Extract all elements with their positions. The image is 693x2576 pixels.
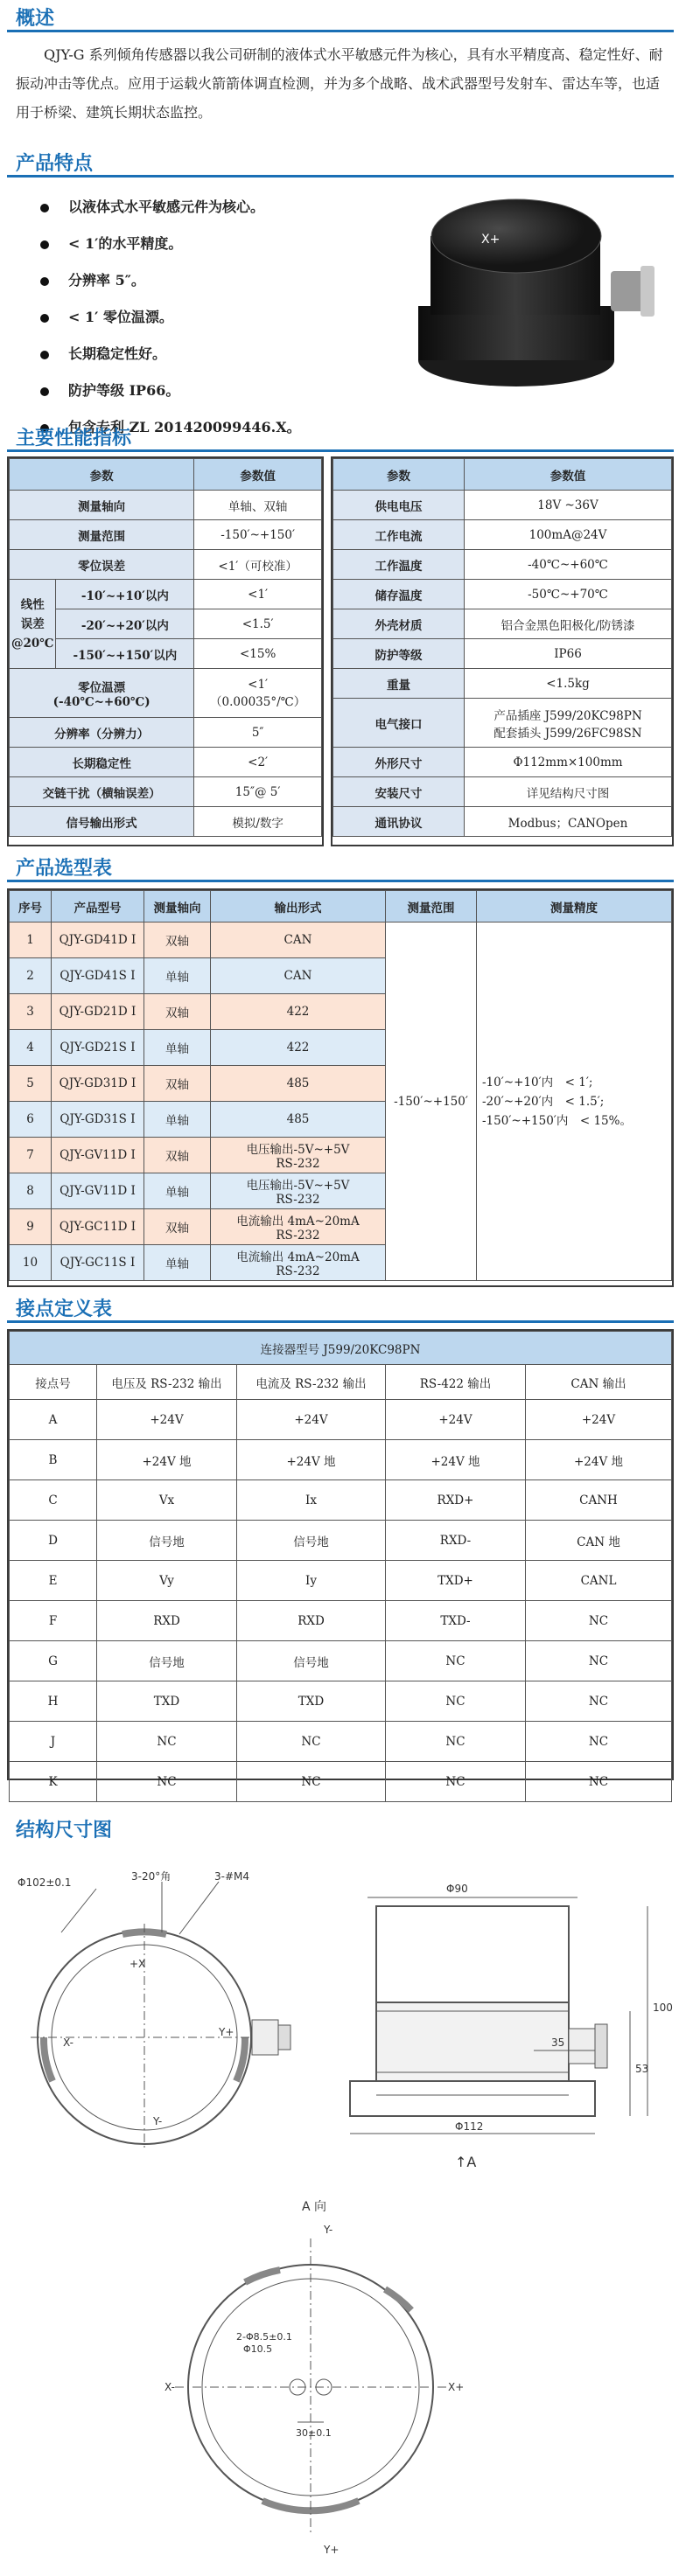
- feature-item: 分辨率 5″。: [40, 262, 390, 299]
- pins-frame: [7, 1329, 674, 1789]
- table-row: K NC NC NC NC: [10, 1762, 672, 1802]
- table-row: 3 QJY-GD21D I 双轴 422: [10, 994, 672, 1030]
- feature-item: 以液体式水平敏感元件为核心。: [40, 189, 390, 226]
- specs-left-table: 参数 参数值 测量轴向 单轴、双轴 测量范围 -150′~+150′ 零位误差 <1′（可校准） 线性 误差 @20℃ -10′~+10′以内 <1′ -20′~+20′以内 <1.5′ -150′~+150′以内 <15% 零位温漂 (-40℃~+60℃) <1′ （0.00035°/℃） 分辨率（分辨力） 5″ 长期稳定性 <2′ 交链干扰（横轴误差） 15″@ 5′ 信号输出形式 模拟/数字: [9, 458, 322, 837]
- table-row: E Vy Iy TXD+ CANL: [10, 1561, 672, 1601]
- bullet-icon: [40, 204, 49, 212]
- structure-drawing: [0, 1862, 693, 2571]
- table-row: 7 QJY-GV11D I 双轴 电压输出-5V~+5V RS-232: [10, 1138, 672, 1173]
- axis-label: Y-: [324, 2224, 333, 2236]
- feature-item: < 1′ 零位温漂。: [40, 299, 390, 336]
- features-list: [40, 189, 390, 446]
- feature-item: 长期稳定性好。: [40, 336, 390, 372]
- overview-title: 概述: [16, 8, 55, 30]
- overview-text: QJY-G 系列倾角传感器以我公司研制的液体式水平敏感元件为核心，具有水平精度高、稳定性好、耐振动冲击等优点。应用于运载火箭箭体调直检测，并为多个战略、战术武器型号发射车、雷达车等，也适用于桥梁、建筑长期状态监控。: [16, 46, 663, 121]
- bullet-icon: [40, 387, 49, 396]
- bullet-icon: [40, 277, 49, 286]
- range-cell: -150′~+150′: [386, 922, 477, 1281]
- table-row: 5 QJY-GD31D I 双轴 485: [10, 1066, 672, 1102]
- view-label: ↑A: [455, 2154, 477, 2170]
- overview-divider: [7, 30, 674, 32]
- table-row: D 信号地 信号地 RXD- CAN 地: [10, 1521, 672, 1561]
- bottom-view: [164, 2200, 464, 2556]
- selection-divider: [7, 880, 674, 882]
- table-row: B +24V 地 +24V 地 +24V 地 +24V 地: [10, 1440, 672, 1480]
- bullet-icon: [40, 240, 49, 249]
- accuracy-cell: -10′~+10′内 < 1′; -20′~+20′内 < 1.5′; -150′~+150′内 < 15%。: [477, 922, 672, 1281]
- axis-label: +X: [130, 1958, 146, 1970]
- pins-divider: [7, 1320, 674, 1323]
- dim-label: 35: [551, 2036, 565, 2049]
- bullet-icon: [40, 314, 49, 323]
- axis-label: Y+: [324, 2544, 340, 2556]
- features-title: 产品特点: [16, 153, 94, 175]
- product-photo: [385, 175, 674, 420]
- specs-right-table: 参数 参数值 供电电压 18V ~36V 工作电流 100mA@24V 工作温度 -40℃~+60℃ 储存温度 -50℃~+70℃ 外壳材质 铝合金黑色阳极化/防锈漆 防护等级 IP66 重量 <1.5kg 电气接口 产品插座 J599/20KC98PN 配套插头 J599/26FC98SN 外形尺寸 Φ112mm×100mm 安装尺寸 详见结构尺寸图 通讯协议 Modbus；CANOpen: [332, 458, 672, 837]
- dim-label: Φ90: [446, 1883, 468, 1895]
- specs-title: 主要性能指标: [16, 428, 132, 449]
- table-row: 1 QJY-GD41D I 双轴 CAN -150′~+150′ -10′~+10′内 < 1′; -20′~+20′内 < 1.5′; -150′~+150′内 < 15%。: [10, 922, 672, 958]
- table-row: 10 QJY-GC11S I 单轴 电流输出 4mA~20mA RS-232: [10, 1245, 672, 1281]
- feature-item: 包含专利 ZL 201420099446.X。: [40, 409, 390, 446]
- table-row: 8 QJY-GV11D I 单轴 电压输出-5V~+5V RS-232: [10, 1173, 672, 1209]
- dim-label: Φ112: [455, 2120, 484, 2133]
- table-row: H TXD TXD NC NC: [10, 1681, 672, 1722]
- table-row: A +24V +24V +24V +24V: [10, 1400, 672, 1440]
- table-row: G 信号地 信号地 NC NC: [10, 1641, 672, 1681]
- feature-item: < 1′的水平精度。: [40, 226, 390, 262]
- specs-right-frame: [331, 456, 674, 846]
- table-row: J NC NC NC NC: [10, 1722, 672, 1762]
- dim-label: Φ10.5: [243, 2343, 273, 2355]
- selection-table: 序号 产品型号 测量轴向 输出形式 测量范围 测量精度 1 QJY-GD41D I 双轴 CAN -150′~+150′ -10′~+10′内 < 1′; -20′~+20′内 < 1.5′; -150′~+150′内 < 15%。 2 QJY-GD41S I 单轴 CAN 3 QJY-GD21D I 双轴 422 4 QJY-GD21S I 单轴 422 5 QJY-GD31D I 双轴 485 6 QJY-GD31S I 单轴 485 7 QJY-GV11D I 双轴 电压输出-5V~+5V RS-232 8 QJY-GV11D I 单轴 电压输出-5V~+5V RS-232 9 QJY-GC11D I 双轴 电流输出 4mA~20mA RS-232 10 QJY-GC11S I 单轴 电流输出 4mA~20mA RS-232: [9, 890, 672, 1281]
- axis-label: X+: [448, 2381, 465, 2393]
- table-row: F RXD RXD TXD- NC: [10, 1601, 672, 1641]
- specs-divider: [7, 449, 674, 452]
- axis-label: X-: [63, 2036, 74, 2049]
- pins-title: 接点定义表: [16, 1298, 113, 1320]
- specs-left-frame: [7, 456, 324, 846]
- table-row: 6 QJY-GD31S I 单轴 485: [10, 1102, 672, 1138]
- side-view: [350, 1883, 673, 2170]
- drawing-title: 结构尺寸图: [16, 1820, 113, 1841]
- bullet-icon: [40, 351, 49, 359]
- product-axis-label: X+: [481, 233, 500, 247]
- dim-label: 3-20°角: [131, 1870, 172, 1883]
- table-row: 9 QJY-GC11D I 双轴 电流输出 4mA~20mA RS-232: [10, 1209, 672, 1245]
- selection-title: 产品选型表: [16, 858, 113, 880]
- connector-model: 连接器型号 J599/20KC98PN: [10, 1332, 672, 1365]
- dim-label: 3-#M4: [214, 1870, 250, 1883]
- dim-label: Φ102±0.1: [18, 1876, 72, 1889]
- feature-item: 防护等级 IP66。: [40, 372, 390, 409]
- dim-label: 53: [635, 2063, 649, 2075]
- dim-label: 30±0.1: [296, 2427, 332, 2439]
- table-row: 4 QJY-GD21S I 单轴 422: [10, 1030, 672, 1066]
- pins-table: 连接器型号 J599/20KC98PN 接点号 电压及 RS-232 输出 电流及 RS-232 输出 RS-422 输出 CAN 输出 A +24V +24V +24V +24V B +24V 地 +24V 地 +24V 地 +24V 地 C Vx Ix RXD+ CANH D 信号地 信号地 RXD- CAN 地 E Vy Iy TXD+ CANL F RXD RXD TXD- NC G 信号地 信号地 NC NC H TXD TXD NC NC J NC NC NC NC K NC NC NC NC: [9, 1331, 672, 1802]
- selection-frame: [7, 888, 674, 1287]
- view-label: A 向: [302, 2200, 327, 2214]
- axis-label: Y+: [219, 2026, 234, 2038]
- dim-label: 100: [653, 2002, 673, 2014]
- axis-label: X-: [164, 2381, 175, 2393]
- table-row: C Vx Ix RXD+ CANH: [10, 1480, 672, 1521]
- axis-label: Y-: [153, 2115, 163, 2127]
- dim-label: 2-Φ8.5±0.1: [236, 2331, 292, 2343]
- table-row: 2 QJY-GD41S I 单轴 CAN: [10, 958, 672, 994]
- top-view: [18, 1870, 290, 2151]
